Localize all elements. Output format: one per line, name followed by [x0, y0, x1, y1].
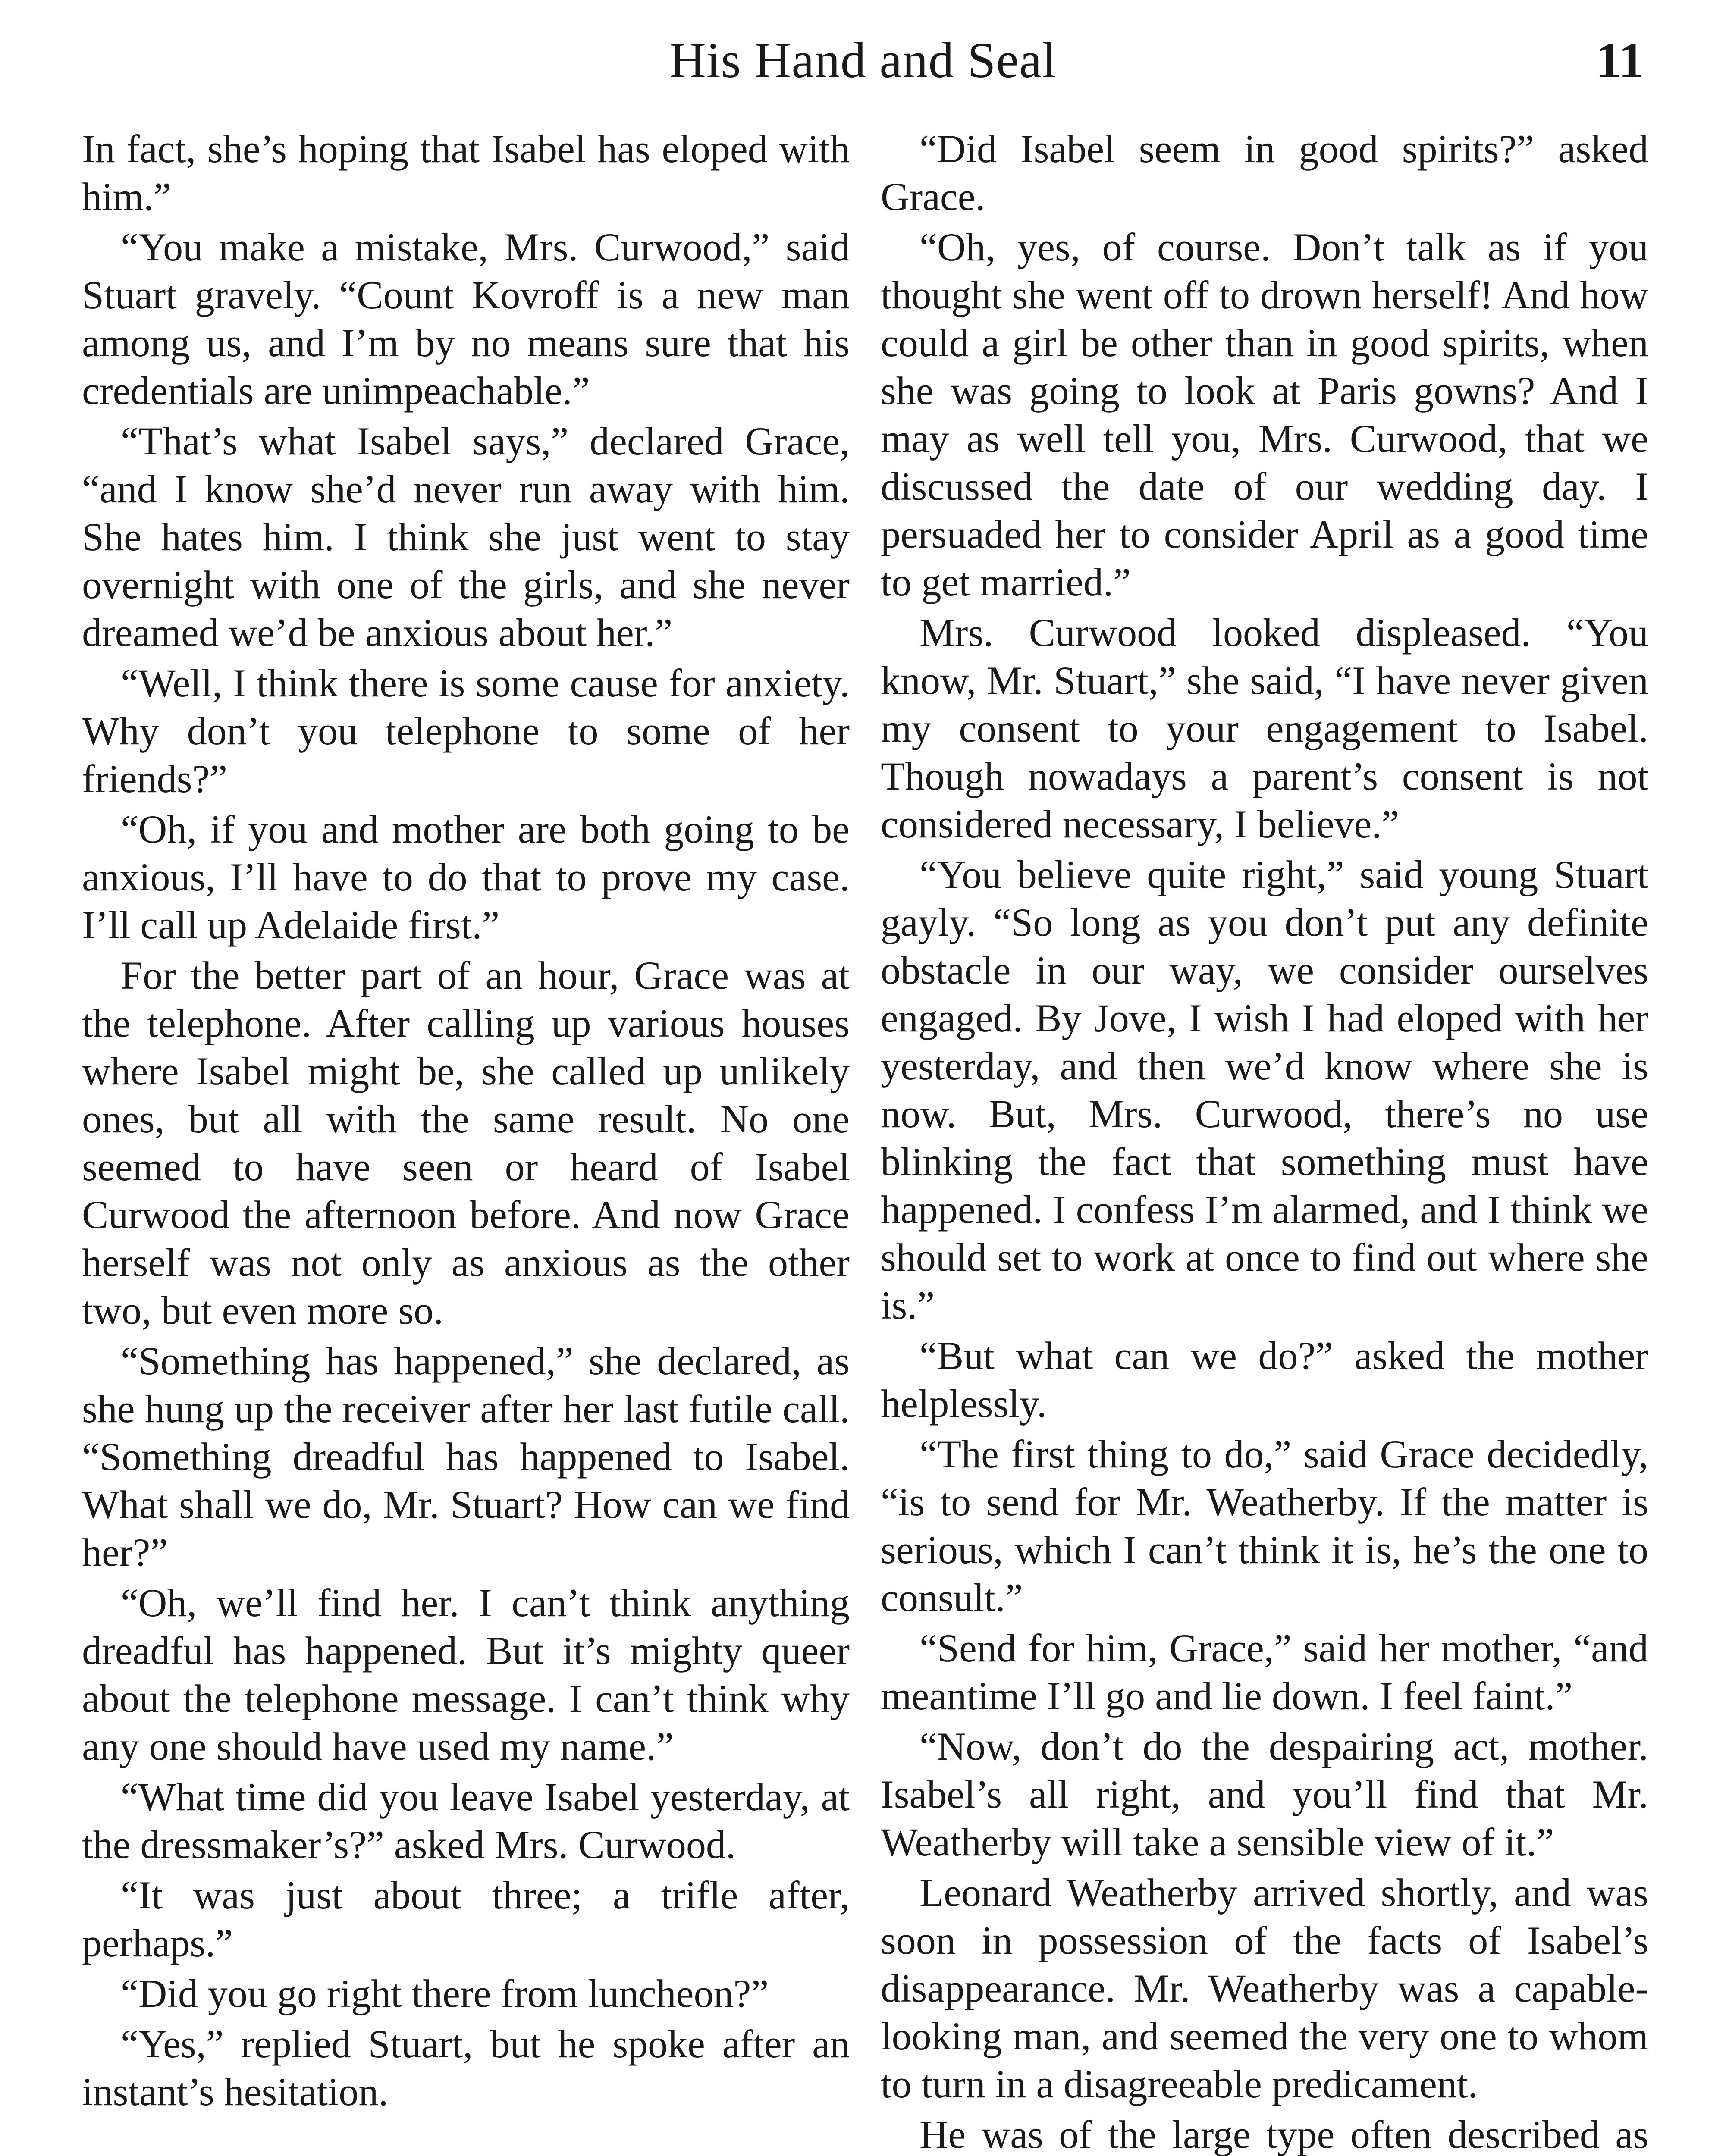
paragraph: “You make a mistake, Mrs. Curwood,” said Stuart gravely. “Count Kovroff is a new man among us, and I’m by no means sure that his credentials are unimpeachable.”	[82, 225, 850, 413]
paragraph: In fact, she’s hoping that Isabel has eloped with him.”	[82, 127, 850, 219]
paragraph: “You believe quite right,” said young Stuart gayly. “So long as you don’t put any definite obstacle in our way, we consider ourselves engaged. By Jove, I wish I had eloped with her yesterday, and then we’d know where she is now. But, Mrs. Curwood, there’s no use blinking the fact that something must have happened. I confess I’m alarmed, and I think we should set to work at once to find out where she is.”	[881, 852, 1648, 1327]
running-head	[82, 30, 1644, 91]
paragraph: Mrs. Curwood looked displeased. “You know, Mr. Stuart,” she said, “I have never given my consent to your engagement to Isabel. Though nowadays a parent’s consent is not considered necessary, I believe.”	[881, 611, 1648, 846]
paragraph: “The first thing to do,” said Grace decidedly, “is to send for Mr. Weatherby. If the matter is serious, which I can’t think it is, he’s the one to consult.”	[881, 1432, 1648, 1620]
paragraph: “What time did you leave Isabel yesterday, at the dressmaker’s?” asked Mrs. Curwood.	[82, 1775, 850, 1867]
paragraph: “It was just about three; a trifle after, perhaps.”	[82, 1873, 850, 1965]
paragraph: He was of the large type often described as	[919, 2112, 1648, 2156]
paragraph: “Send for him, Grace,” said her mother, “and meantime I’ll go and lie down. I feel faint.”	[881, 1626, 1648, 1718]
paragraph: “Now, don’t do the despairing act, mother. Isabel’s all right, and you’ll find that Mr. Weatherby will take a sensible view of it.”	[881, 1724, 1648, 1864]
page-number: 11	[1596, 32, 1644, 88]
paragraph: “Yes,” replied Stuart, but he spoke after an instant’s hesitation.	[82, 2022, 850, 2114]
paragraph: “Something has happened,” she declared, as she hung up the receiver after her last futile call. “Something dreadful has happened to Isabel. What shall we do, Mr. Stuart? How can we find her?”	[82, 1339, 850, 1574]
paragraph: For the better part of an hour, Grace was at the telephone. After calling up various houses where Isabel might be, she called up unlikely ones, but all with the same result. No one seemed to have seen or heard of Isabel Curwood the afternoon before. And now Grace herself was not only as anxious as the other two, but even more so.	[82, 953, 850, 1332]
paragraph: “Oh, if you and mother are both going to be anxious, I’ll have to do that to prove my case. I’ll call up Adelaide first.”	[82, 807, 850, 947]
paragraph: “Well, I think there is some cause for anxiety. Why don’t you telephone to some of her friends?”	[82, 661, 850, 801]
paragraph: “Did Isabel seem in good spirits?” asked Grace.	[881, 127, 1648, 219]
paragraph: “Did you go right there from luncheon?”	[121, 1971, 769, 2015]
paragraph: “Oh, yes, of course. Don’t talk as if you thought she went off to drown herself! And how could a girl be other than in good spirits, when she was going to look at Paris gowns? And I may as well tell you, Mrs. Curwood, that we discussed the date of our wedding day. I persuaded her to consider April as a good time to get married.”	[881, 225, 1648, 604]
right-column	[881, 125, 1648, 2156]
running-head-title: His Hand and Seal	[669, 32, 1057, 88]
paragraph: “But what can we do?” asked the mother helplessly.	[881, 1334, 1648, 1426]
paragraph: “That’s what Isabel says,” declared Grace, “and I know she’d never run away with him. She hates him. I think she just went to stay overnight with one of the girls, and she never dreamed we’d be anxious about her.”	[82, 419, 850, 655]
paragraph: “Oh, we’ll find her. I can’t think anything dreadful has happened. But it’s mighty queer about the telephone message. I can’t think why any one should have used my name.”	[82, 1581, 850, 1768]
paragraph: Leonard Weatherby arrived shortly, and was soon in possession of the facts of Isabel’s disappearance. Mr. Weatherby was a capable-looking man, and seemed the very one to whom to turn in a disagreeable predicament.	[881, 1871, 1648, 2106]
left-column	[82, 125, 850, 2118]
